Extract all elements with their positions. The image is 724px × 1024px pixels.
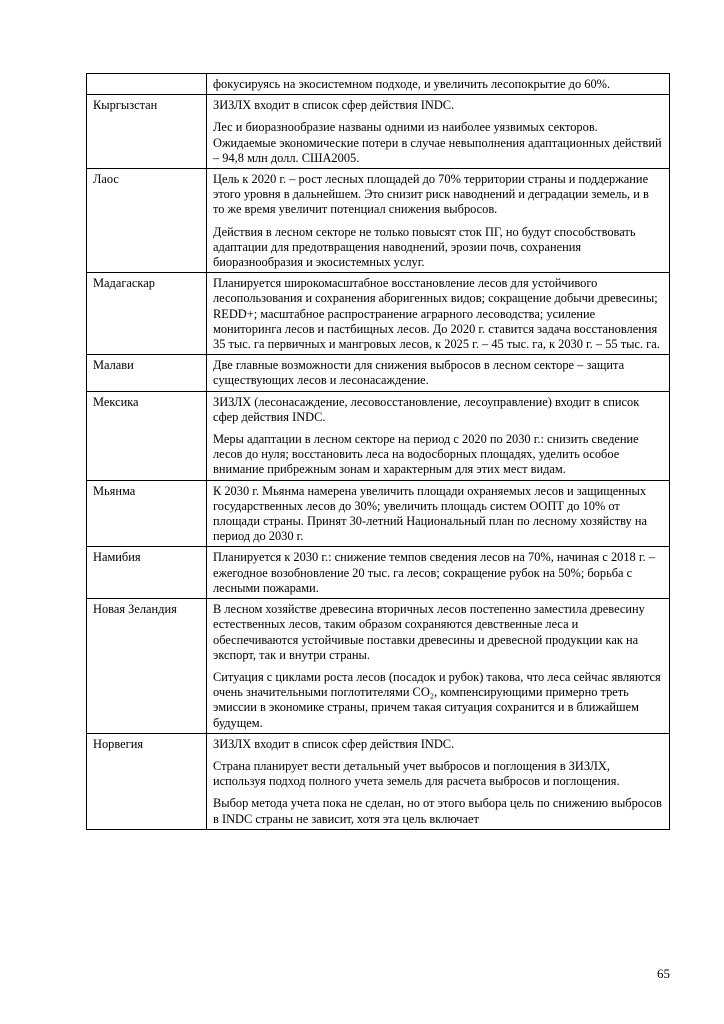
page-number: 65 bbox=[657, 966, 670, 981]
description-paragraph: Ситуация с циклами роста лесов (посадок и рубок) такова, что леса сейчас являются очень значительными поглотителями CO₂, компенсирующими примерно треть эмиссии в экономике страны, причем такая ситуация сохранится и в ближайшем будущем. bbox=[213, 669, 661, 730]
table-row bbox=[87, 391, 670, 480]
description-paragraph: Выбор метода учета пока не сделан, но от этого выбора цель по снижению выбросов в INDC страны не зависит, хотя эта цель включает bbox=[213, 796, 662, 826]
description-paragraph: ЗИЗЛХ (лесонасаждение, лесовосстановление, лесоуправление) входит в список сфер действия INDC. bbox=[213, 394, 640, 424]
table-row bbox=[87, 355, 670, 391]
table-row bbox=[87, 169, 670, 273]
description-cell bbox=[207, 74, 670, 95]
description-cell bbox=[207, 547, 670, 599]
table-row bbox=[87, 480, 670, 547]
description-cell bbox=[207, 599, 670, 734]
description-paragraph: фокусируясь на экосистемном подходе, и увеличить лесопокрытие до 60%. bbox=[213, 77, 611, 91]
description-paragraph: К 2030 г. Мьянма намерена увеличить площади охраняемых лесов и защищенных государственных лесов до 30%; увеличить площадь систем ООПТ до 10% от площади страны. Принят 30-летний Национальный план по лесному хозяйству на период до 2030 г. bbox=[213, 483, 647, 544]
country-cell: Мексика bbox=[87, 391, 207, 480]
countries-forestry-table bbox=[86, 73, 670, 830]
country-cell: Малави bbox=[87, 355, 207, 391]
description-paragraph: Планируется широкомасштабное восстановление лесов для устойчивого лесопользования и сохранения аборигенных видов; сокращение добычи древесины; REDD+; масштабное распространение аграрного лесоводства; усиление мониторинга лесов и пастбищных лесов. До 2020 г. ставится задача восстановления 35 тыс. га первичных и мангровых лесов, к 2025 г. – 45 тыс. га, к 2030 г. – 55 тыс. га. bbox=[213, 276, 660, 352]
description-paragraph: ЗИЗЛХ входит в список сфер действия INDC. bbox=[213, 98, 455, 113]
description-cell bbox=[207, 273, 670, 355]
country-cell: Норвегия bbox=[87, 733, 207, 829]
country-cell: Мадагаскар bbox=[87, 273, 207, 355]
table-row bbox=[87, 599, 670, 734]
description-paragraph: ЗИЗЛХ входит в список сфер действия INDC. bbox=[213, 736, 455, 751]
description-cell bbox=[207, 480, 670, 547]
description-paragraph: Меры адаптации в лесном секторе на период с 2020 по 2030 г.: снизить сведение лесов до нуля; восстановить леса на водосборных площадях, уделить особое внимание прибрежным зонам и характерным для этих мест видам. bbox=[213, 432, 639, 477]
description-paragraph: Действия в лесном секторе не только повысят сток ПГ, но будут способствовать адаптации для предотвращения наводнений, эрозии почв, сохранения биоразнообразия и экосистемных услуг. bbox=[213, 224, 636, 270]
table-row bbox=[87, 547, 670, 599]
description-paragraph: Страна планирует вести детальный учет выбросов и поглощения в ЗИЗЛХ, используя подход полного учета земель для расчета выбросов и поглощения. bbox=[213, 758, 620, 789]
description-paragraph: Лес и биоразнообразие названы одними из наиболее уязвимых секторов. Ожидаемые экономические потери в случае невыполнения адаптационных действий – 94,8 млн долл. США2005. bbox=[213, 120, 662, 165]
country-cell: Намибия bbox=[87, 547, 207, 599]
description-paragraph: В лесном хозяйстве древесина вторичных лесов постепенно заместила древесину естественных лесов, таким образом сохраняются девственные леса и обеспечиваются устойчивые поставки древесины и древесной продукции как на экспорт, так и внутри страны. bbox=[213, 602, 645, 662]
country-cell: Новая Зеландия bbox=[87, 599, 207, 734]
table-row bbox=[87, 95, 670, 169]
description-paragraph: Планируется к 2030 г.: снижение темпов сведения лесов на 70%, начиная с 2018 г. – ежегодное возобновление 20 тыс. га лесов; сокращение рубок на 50%; борьба с лесными пожарами. bbox=[213, 550, 655, 595]
table-row bbox=[87, 273, 670, 355]
description-cell bbox=[207, 733, 670, 829]
description-cell bbox=[207, 355, 670, 391]
table-row bbox=[87, 733, 670, 829]
country-cell: Кыргызстан bbox=[87, 95, 207, 169]
description-cell bbox=[207, 169, 670, 273]
description-cell bbox=[207, 95, 670, 169]
description-paragraph: Две главные возможности для снижения выбросов в лесном секторе – защита существующих лесов и лесонасаждение. bbox=[213, 358, 625, 388]
country-cell: Мьянма bbox=[87, 480, 207, 547]
table-row bbox=[87, 74, 670, 95]
description-cell bbox=[207, 391, 670, 480]
country-cell: Лаос bbox=[87, 169, 207, 273]
description-paragraph: Цель к 2020 г. – рост лесных площадей до 70% территории страны и поддержание этого уровня в дальнейшем. Это снизит риск наводнений и деградации земель, и в то же время увеличит потенциал снижения выбросов. bbox=[213, 172, 649, 217]
table-body bbox=[87, 74, 670, 830]
country-cell bbox=[87, 74, 207, 95]
